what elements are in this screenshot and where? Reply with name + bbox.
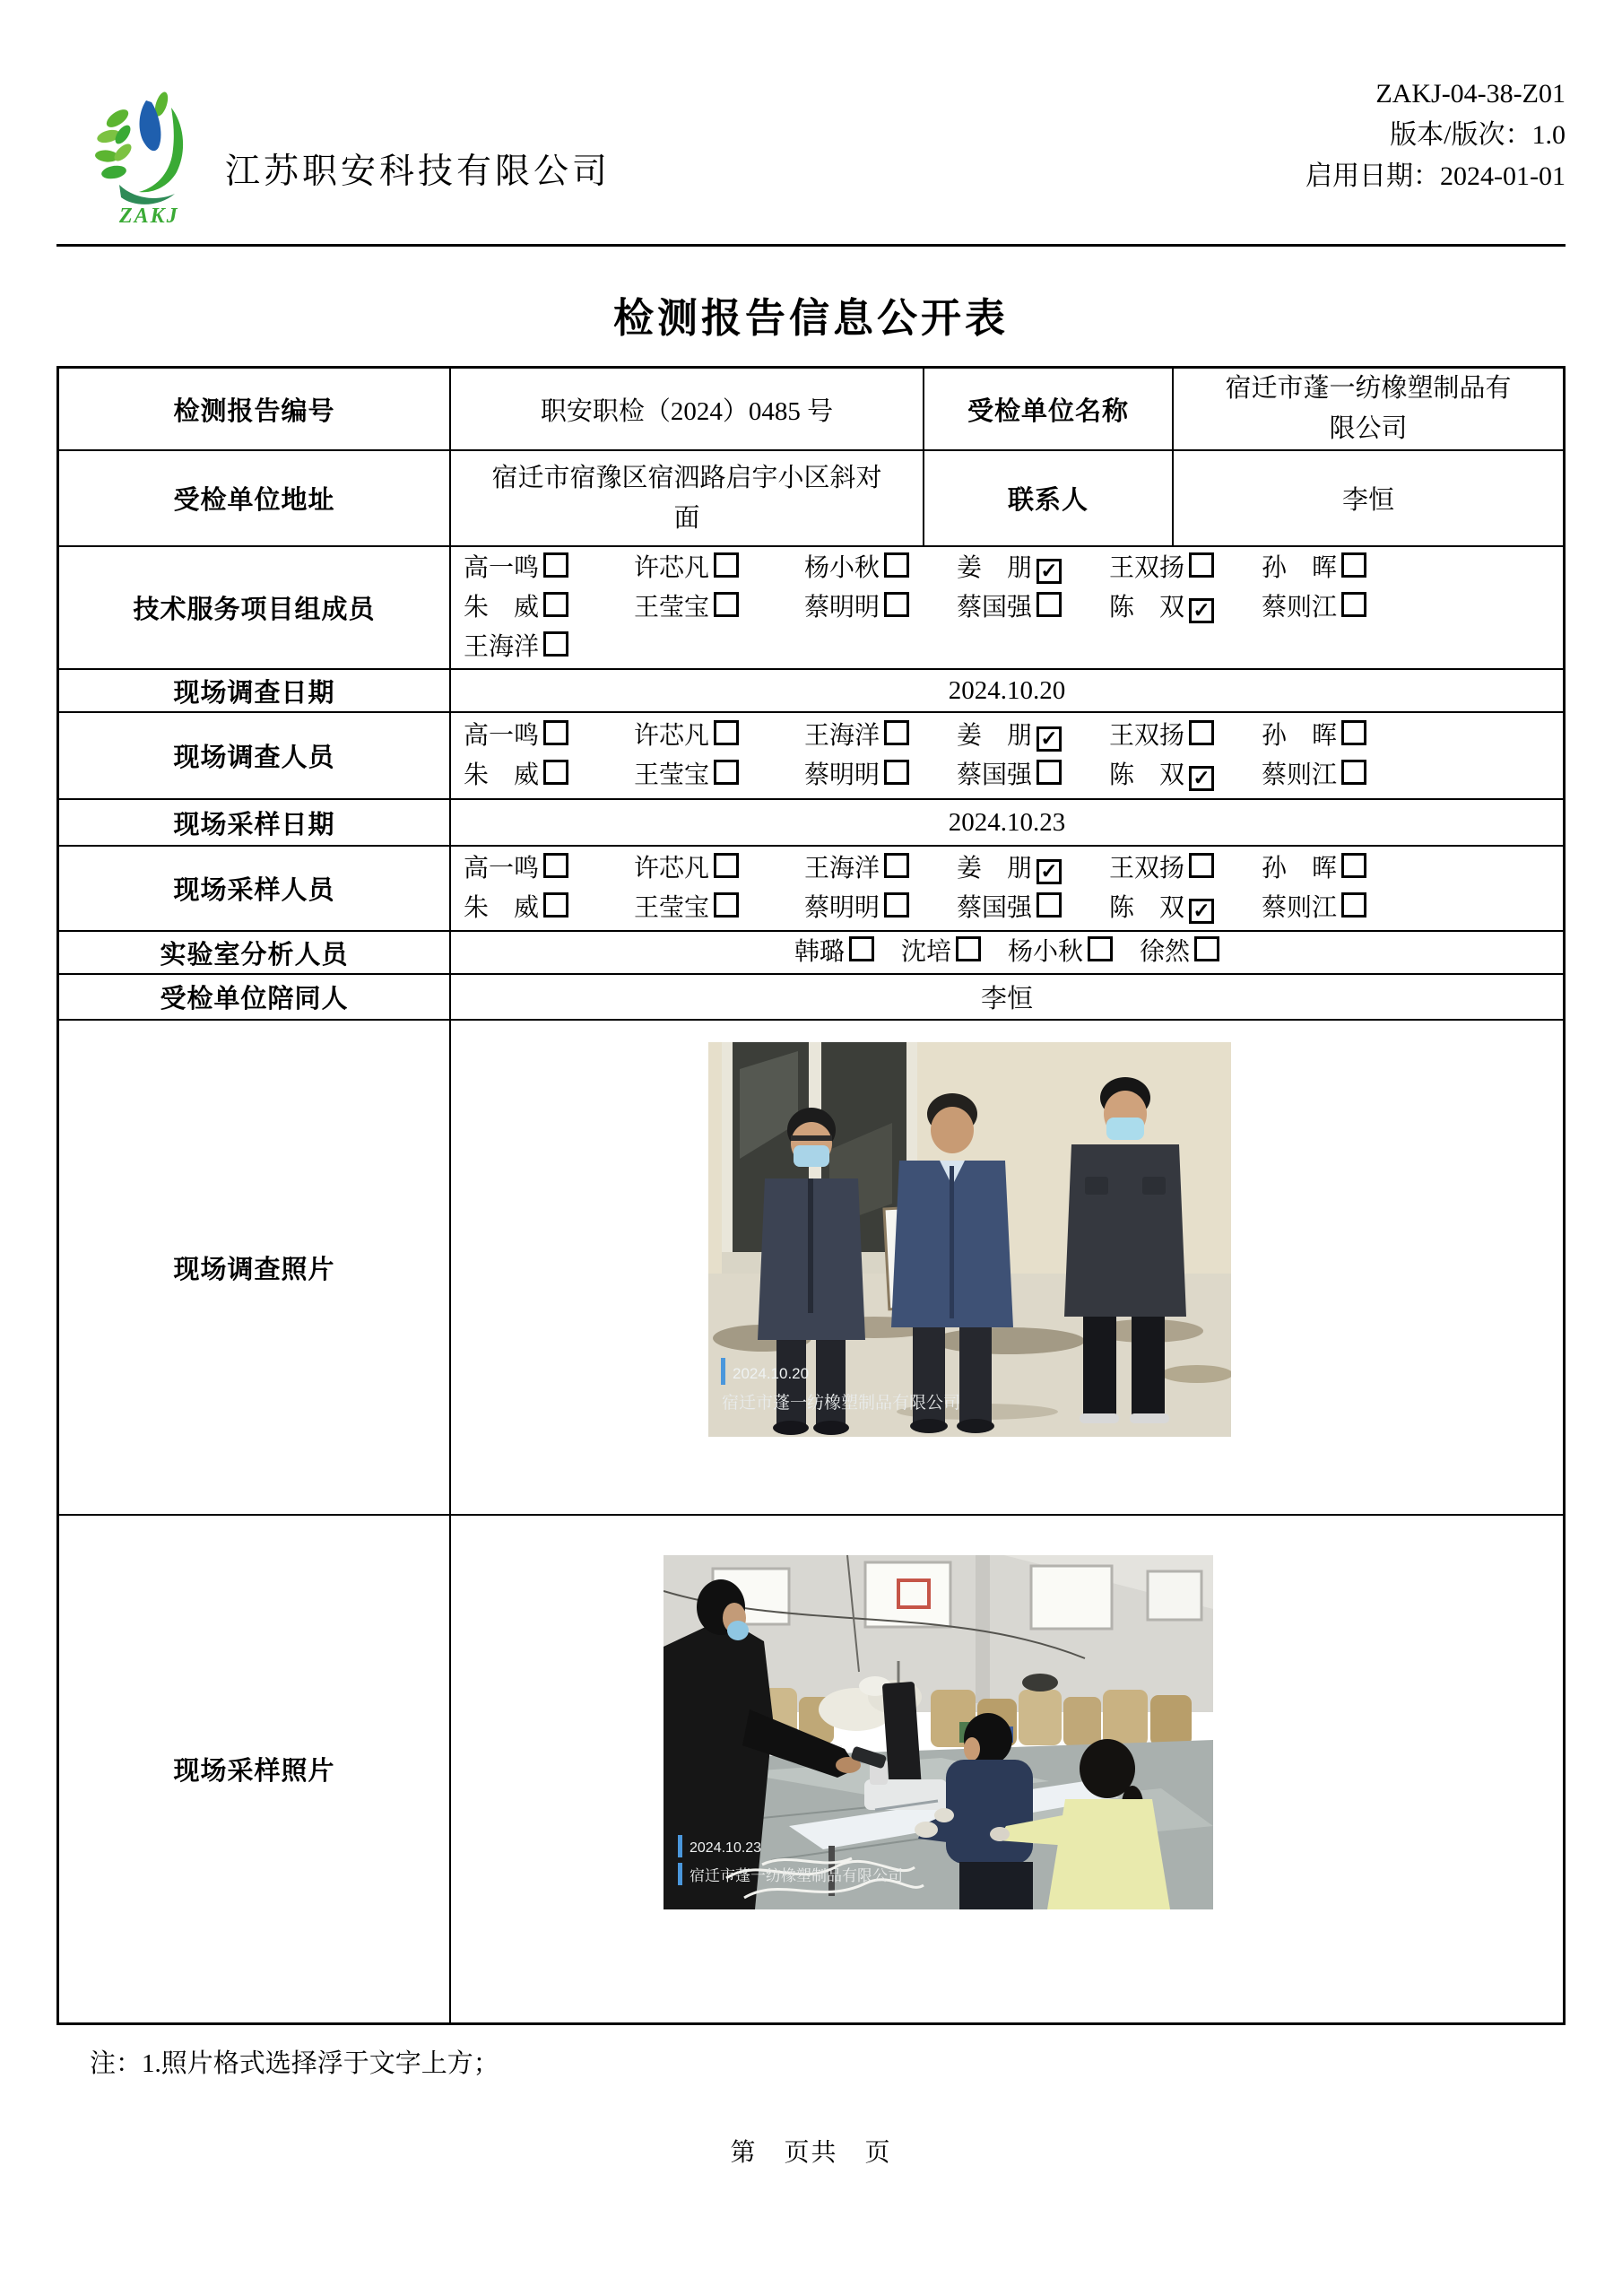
checkbox-checked-icon[interactable]: ✓	[1189, 766, 1214, 791]
sampling-photo-cell	[449, 1516, 1563, 2022]
row-survey-staff	[59, 711, 1563, 798]
checkbox-unchecked-icon[interactable]	[1189, 552, 1214, 578]
staff-name: 王双扬	[1109, 721, 1185, 750]
companion-value: 李恒	[449, 975, 1563, 1019]
sampling-photo-label: 现场采样照片	[173, 1757, 335, 1786]
org-addr-value: 宿迁市宿豫区宿泗路启宇小区斜对面	[449, 451, 923, 545]
staff-name: 王莹宝	[634, 893, 710, 922]
report-no-value: 职安职检（2024）0485 号	[449, 369, 923, 449]
staff-name: 蔡国强	[957, 593, 1033, 622]
staff-name: 陈 双	[1109, 893, 1185, 922]
staff-option	[957, 849, 1109, 889]
staff-name: 徐然	[1140, 938, 1191, 966]
staff-option	[804, 849, 957, 889]
checkbox-unchecked-icon[interactable]	[543, 760, 568, 785]
org-name-value: 宿迁市蓬一纺橡塑制品有限公司	[1172, 369, 1563, 449]
checkbox-unchecked-icon[interactable]	[1341, 760, 1366, 785]
watermark-date: 2024.10.20	[733, 1365, 810, 1382]
checkbox-unchecked-icon[interactable]	[1088, 936, 1113, 961]
staff-option	[1008, 933, 1113, 972]
staff-option	[1262, 717, 1419, 756]
staff-option	[634, 549, 804, 588]
team-members	[449, 547, 1563, 668]
survey-date-value: 2024.10.20	[449, 670, 1563, 711]
lab-staff-members	[449, 932, 1563, 973]
checkbox-unchecked-icon[interactable]	[714, 760, 739, 785]
staff-option	[1109, 756, 1262, 796]
staff-option	[804, 549, 957, 588]
org-addr-label: 受检单位地址	[173, 486, 335, 515]
staff-option	[464, 889, 634, 928]
survey-staff-members	[449, 713, 1563, 798]
staff-option	[957, 549, 1109, 588]
lab-staff-label: 实验室分析人员	[160, 940, 349, 970]
staff-name: 姜 朋	[957, 553, 1033, 582]
checkbox-unchecked-icon[interactable]	[1341, 552, 1366, 578]
staff-name: 蔡明明	[804, 761, 880, 789]
staff-option	[464, 849, 634, 889]
staff-option	[1262, 588, 1419, 628]
checkbox-unchecked-icon[interactable]	[884, 760, 909, 785]
survey-photo-cell	[449, 1021, 1563, 1514]
watermark-date: 2024.10.23	[690, 1840, 762, 1856]
checkbox-unchecked-icon[interactable]	[1341, 720, 1366, 745]
sampling-photo	[664, 1555, 1213, 1909]
staff-option	[1109, 588, 1262, 628]
logo-text: ZAKJ	[119, 204, 179, 228]
staff-option	[634, 849, 804, 889]
row-sampling-photo	[59, 1514, 1563, 2022]
contact-value: 李恒	[1172, 451, 1563, 545]
footnote: 注：1.照片格式选择浮于文字上方；	[90, 2049, 499, 2078]
staff-name: 杨小秋	[804, 553, 880, 582]
staff-name: 朱 威	[464, 593, 540, 622]
watermark-company: 宿迁市蓬一纺橡塑制品有限公司	[690, 1867, 903, 1884]
staff-name: 孙 晖	[1262, 553, 1338, 582]
staff-name: 姜 朋	[957, 721, 1033, 750]
staff-option	[804, 889, 957, 928]
staff-name: 杨小秋	[1008, 938, 1084, 966]
checkbox-unchecked-icon[interactable]	[884, 592, 909, 617]
watermark-accent-bar	[678, 1863, 682, 1885]
staff-name: 王双扬	[1109, 553, 1185, 582]
staff-option	[804, 588, 957, 628]
staff-option	[957, 717, 1109, 756]
company-logo-block	[92, 84, 611, 228]
checkbox-checked-icon[interactable]: ✓	[1037, 859, 1062, 884]
staff-name: 高一鸣	[464, 721, 540, 750]
staff-name: 蔡明明	[804, 893, 880, 922]
checkbox-unchecked-icon[interactable]	[849, 936, 874, 961]
staff-name: 韩璐	[794, 938, 845, 966]
staff-option	[1109, 717, 1262, 756]
checkbox-unchecked-icon[interactable]	[543, 720, 568, 745]
staff-option	[1262, 889, 1419, 928]
row-team	[59, 545, 1563, 668]
checkbox-checked-icon[interactable]: ✓	[1189, 899, 1214, 924]
staff-name: 王海洋	[804, 854, 880, 883]
staff-option	[464, 756, 634, 796]
header-divider	[56, 244, 1566, 247]
staff-option	[634, 717, 804, 756]
checkbox-unchecked-icon[interactable]	[714, 552, 739, 578]
staff-option	[1262, 756, 1419, 796]
checkbox-checked-icon[interactable]: ✓	[1037, 559, 1062, 584]
staff-name: 朱 威	[464, 893, 540, 922]
document-code: ZAKJ-04-38-Z01	[1375, 79, 1566, 109]
staff-option	[901, 933, 981, 972]
checkbox-unchecked-icon[interactable]	[884, 720, 909, 745]
org-name-label: 受检单位名称	[923, 369, 1172, 449]
row-sampling-date	[59, 798, 1563, 845]
logo-teal-swoosh	[119, 185, 175, 204]
staff-option	[464, 588, 634, 628]
checkbox-unchecked-icon[interactable]	[714, 592, 739, 617]
survey-photo-label: 现场调查照片	[173, 1255, 335, 1284]
staff-name: 朱 威	[464, 761, 540, 789]
checkbox-unchecked-icon[interactable]	[884, 552, 909, 578]
checkbox-unchecked-icon[interactable]	[1189, 720, 1214, 745]
survey-date-label: 现场调查日期	[173, 678, 335, 708]
staff-option	[464, 628, 634, 667]
sampling-date-label: 现场采样日期	[173, 810, 335, 839]
page-number-footer: 第 页共 页	[730, 2139, 892, 2167]
survey-staff-label: 现场调查人员	[173, 744, 335, 772]
checkbox-unchecked-icon[interactable]	[714, 853, 739, 878]
staff-option	[464, 717, 634, 756]
checkbox-unchecked-icon[interactable]	[1341, 892, 1366, 918]
staff-name: 许芯凡	[634, 553, 710, 582]
contact-label: 联系人	[923, 451, 1172, 545]
staff-name: 王海洋	[804, 721, 880, 750]
checkbox-unchecked-icon[interactable]	[543, 853, 568, 878]
checkbox-unchecked-icon[interactable]	[1037, 592, 1062, 617]
document-header	[56, 74, 1566, 244]
staff-option	[957, 756, 1109, 796]
staff-name: 沈培	[900, 938, 951, 966]
staff-option	[634, 756, 804, 796]
staff-name: 蔡国强	[957, 761, 1033, 789]
staff-name: 蔡则江	[1262, 761, 1338, 789]
staff-option	[1140, 933, 1219, 972]
staff-name: 高一鸣	[464, 854, 540, 883]
checkbox-unchecked-icon[interactable]	[956, 936, 981, 961]
checkbox-unchecked-icon[interactable]	[1037, 892, 1062, 918]
report-table	[56, 366, 1566, 2025]
checkbox-unchecked-icon[interactable]	[543, 892, 568, 918]
staff-option	[464, 549, 634, 588]
staff-name: 陈 双	[1109, 593, 1185, 622]
staff-option	[1109, 889, 1262, 928]
staff-option	[957, 588, 1109, 628]
survey-photo	[708, 1042, 1231, 1437]
sampling-staff-members	[449, 847, 1563, 930]
staff-name: 蔡则江	[1262, 893, 1338, 922]
staff-option	[794, 933, 874, 972]
staff-name: 蔡则江	[1262, 593, 1338, 622]
enable-date-line: 启用日期：2024-01-01	[1305, 161, 1566, 191]
row-lab-staff	[59, 930, 1563, 973]
checkbox-checked-icon[interactable]: ✓	[1189, 598, 1214, 623]
document-code-block	[1305, 74, 1566, 197]
checkbox-unchecked-icon[interactable]	[543, 592, 568, 617]
checkbox-unchecked-icon[interactable]	[884, 892, 909, 918]
checkbox-unchecked-icon[interactable]	[1341, 592, 1366, 617]
staff-name: 许芯凡	[634, 721, 710, 750]
checkbox-unchecked-icon[interactable]	[543, 631, 568, 657]
row-survey-date	[59, 668, 1563, 711]
staff-name: 许芯凡	[634, 854, 710, 883]
row-report-no	[59, 369, 1563, 449]
staff-name: 蔡国强	[957, 893, 1033, 922]
staff-option	[957, 889, 1109, 928]
staff-name: 王双扬	[1109, 854, 1185, 883]
staff-option	[804, 717, 957, 756]
watermark-company: 宿迁市蓬一纺橡塑制品有限公司	[722, 1394, 961, 1413]
company-logo-icon	[92, 84, 209, 228]
page-title: 检测报告信息公开表	[612, 295, 1009, 341]
staff-name: 王莹宝	[634, 593, 710, 622]
row-org-addr	[59, 449, 1563, 545]
staff-name: 孙 晖	[1262, 721, 1338, 750]
checkbox-unchecked-icon[interactable]	[1341, 853, 1366, 878]
checkbox-unchecked-icon[interactable]	[1037, 760, 1062, 785]
row-survey-photo	[59, 1019, 1563, 1514]
checkbox-unchecked-icon[interactable]	[884, 853, 909, 878]
watermark-accent-bar	[721, 1358, 725, 1385]
staff-option	[1109, 849, 1262, 889]
row-sampling-staff	[59, 845, 1563, 930]
checkbox-unchecked-icon[interactable]	[714, 720, 739, 745]
staff-option	[1262, 549, 1419, 588]
staff-name: 陈 双	[1109, 761, 1185, 789]
staff-name: 王莹宝	[634, 761, 710, 789]
staff-name: 姜 朋	[957, 854, 1033, 883]
checkbox-unchecked-icon[interactable]	[1194, 936, 1219, 961]
sampling-date-value: 2024.10.23	[449, 800, 1563, 845]
companion-label: 受检单位陪同人	[160, 985, 349, 1013]
staff-option	[634, 588, 804, 628]
checkbox-unchecked-icon[interactable]	[543, 552, 568, 578]
report-no-label: 检测报告编号	[173, 396, 335, 426]
sampling-staff-label: 现场采样人员	[173, 876, 335, 905]
checkbox-unchecked-icon[interactable]	[1189, 853, 1214, 878]
staff-option	[1262, 849, 1419, 889]
watermark-accent-bar	[678, 1835, 682, 1857]
staff-name: 孙 晖	[1262, 854, 1338, 883]
row-companion	[59, 973, 1563, 1019]
staff-option	[804, 756, 957, 796]
version-line: 版本/版次：1.0	[1390, 120, 1566, 150]
team-label: 技术服务项目组成员	[133, 596, 376, 624]
staff-name: 王海洋	[464, 632, 540, 661]
staff-name: 高一鸣	[464, 553, 540, 582]
staff-name: 蔡明明	[804, 593, 880, 622]
checkbox-unchecked-icon[interactable]	[714, 892, 739, 918]
company-name: 江苏职安科技有限公司	[225, 152, 612, 191]
staff-option	[634, 889, 804, 928]
checkbox-checked-icon[interactable]: ✓	[1037, 726, 1062, 752]
staff-option	[1109, 549, 1262, 588]
